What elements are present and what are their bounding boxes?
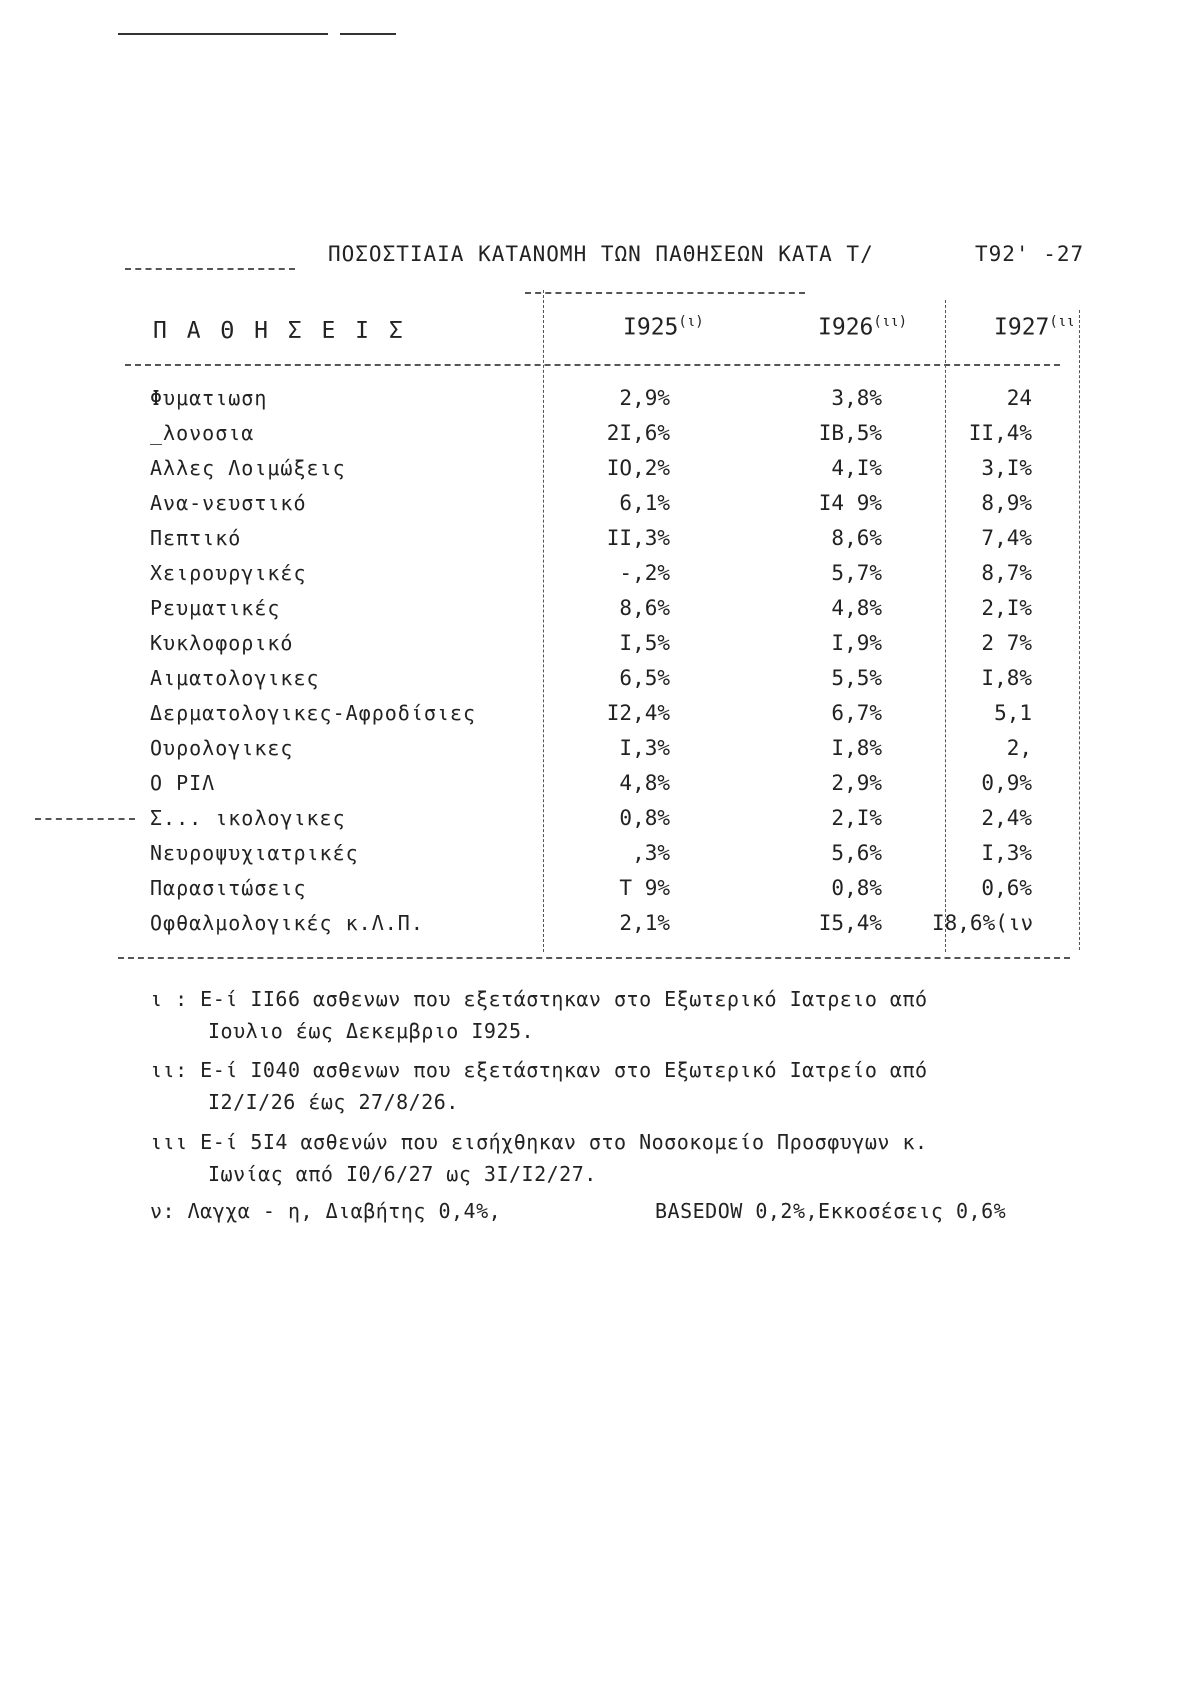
row-label: Δερματολογικες-Αφροδίσιες bbox=[150, 701, 477, 725]
header-year-1927-note: (ιι bbox=[1049, 314, 1075, 330]
cell-1927: 7,4% bbox=[981, 526, 1032, 550]
row-label: Πεπτικό bbox=[150, 526, 242, 550]
header-year-1926 bbox=[818, 314, 907, 341]
title-left-rule bbox=[125, 268, 295, 270]
header-conditions: Π Α Θ Η Σ Ε Ι Σ bbox=[153, 318, 406, 344]
cell-1926: 2,9% bbox=[831, 771, 882, 795]
row-label: Χειρουργικές bbox=[150, 561, 307, 585]
cell-1925: 2,1% bbox=[619, 911, 670, 935]
column-edge-right bbox=[1079, 310, 1080, 950]
cell-1926: 4,8% bbox=[831, 596, 882, 620]
row-label: Φυματιωση bbox=[150, 386, 268, 410]
top-rule-short bbox=[340, 33, 396, 35]
cell-1926: 2,Ι% bbox=[831, 806, 882, 830]
row-label: Νευροψυχιατρικές bbox=[150, 841, 359, 865]
cell-1925: 4,8% bbox=[619, 771, 670, 795]
cell-1925: Ι2,4% bbox=[606, 701, 670, 725]
cell-1925: 6,5% bbox=[619, 666, 670, 690]
cell-1926: Ι,9% bbox=[831, 631, 882, 655]
footnote-i: ι : Ε-ί ΙΙ66 ασθενων που εξετάστηκαν στο Εξωτερικό Ιατρειο από bbox=[150, 987, 928, 1011]
header-year-1926-note: (ιι) bbox=[873, 314, 908, 330]
cell-1927: 5,1 bbox=[994, 701, 1032, 725]
cell-1926: 4,Ι% bbox=[831, 456, 882, 480]
row-label: Ρευματικές bbox=[150, 596, 281, 620]
cell-1925: ΙΙ,3% bbox=[606, 526, 670, 550]
header-year-1927 bbox=[994, 314, 1075, 341]
cell-1927: Ι,3% bbox=[981, 841, 1032, 865]
cell-1926: 5,6% bbox=[831, 841, 882, 865]
column-divider-left bbox=[543, 290, 544, 952]
cell-1926: 0,8% bbox=[831, 876, 882, 900]
table-title: ΠΟΣΟΣΤΙΑΙΑ ΚΑΤΑΝΟΜΗ ΤΩΝ ΠΑΘΗΣΕΩΝ ΚΑΤΑ Τ/ bbox=[328, 242, 874, 266]
footnote-iii: ιιι Ε-ί 5Ι4 ασθενών που εισήχθηκαν στο Νοσοκομείο Προσφυγων κ. bbox=[150, 1130, 928, 1154]
row-label: Ανα-νευστικό bbox=[150, 491, 307, 515]
cell-1926: Ι,8% bbox=[831, 736, 882, 760]
footnote-i-cont: Ιουλιο έως Δεκεμβριο Ι925. bbox=[208, 1019, 535, 1043]
cell-1926: 5,7% bbox=[831, 561, 882, 585]
cell-1926: Ι4 9% bbox=[818, 491, 882, 515]
cell-1925: ,3% bbox=[632, 841, 670, 865]
cell-1925: 2Ι,6% bbox=[606, 421, 670, 445]
cell-1927: 8,9% bbox=[981, 491, 1032, 515]
cell-1927: 3,Ι% bbox=[981, 456, 1032, 480]
cell-1925: -,2% bbox=[619, 561, 670, 585]
footnote-ii-cont: Ι2/Ι/26 έως 27/8/26. bbox=[208, 1090, 459, 1114]
table-title-years: Τ92' -27 bbox=[975, 242, 1085, 266]
margin-dash-mark bbox=[35, 818, 135, 820]
cell-1927: 2,Ι% bbox=[981, 596, 1032, 620]
cell-1927: 0,6% bbox=[981, 876, 1032, 900]
cell-1927: 2, bbox=[1006, 736, 1032, 760]
cell-1927: Ι8,6%(ιν bbox=[932, 911, 1034, 935]
row-label: Αλλες Λοιμώξεις bbox=[150, 456, 346, 480]
cell-1926: Ι5,4% bbox=[818, 911, 882, 935]
cell-1927: 2,4% bbox=[981, 806, 1032, 830]
header-year-1925-note: (ι) bbox=[678, 314, 704, 330]
cell-1925: Ι,3% bbox=[619, 736, 670, 760]
footnote-iv-cont: BASEDOW 0,2%,Εκκοσέσεις 0,6% bbox=[655, 1199, 1007, 1223]
cell-1925: 8,6% bbox=[619, 596, 670, 620]
cell-1925: 0,8% bbox=[619, 806, 670, 830]
row-label: Κυκλοφορικό bbox=[150, 631, 294, 655]
cell-1925: 2,9% bbox=[619, 386, 670, 410]
cell-1926: 8,6% bbox=[831, 526, 882, 550]
top-rule-long bbox=[118, 33, 328, 35]
footnote-iii-cont: Ιωνίας από Ι0/6/27 ως 3Ι/Ι2/27. bbox=[208, 1162, 597, 1186]
footnote-ii: ιι: Ε-ί Ι040 ασθενων που εξετάστηκαν στο Εξωτερικό Ιατρείο από bbox=[150, 1058, 928, 1082]
cell-1927: ΙΙ,4% bbox=[968, 421, 1032, 445]
row-label: Παρασιτώσεις bbox=[150, 876, 307, 900]
row-label: Αιματολογικες bbox=[150, 666, 320, 690]
row-label: Ο ΡΙΛ bbox=[150, 771, 216, 795]
cell-1927: 2 7% bbox=[981, 631, 1032, 655]
cell-1925: 6,1% bbox=[619, 491, 670, 515]
cell-1927: 8,7% bbox=[981, 561, 1032, 585]
header-year-1925 bbox=[623, 314, 704, 341]
row-label: Ουρολογικες bbox=[150, 736, 294, 760]
table-bottom-rule bbox=[118, 957, 1070, 959]
cell-1927: 0,9% bbox=[981, 771, 1032, 795]
cell-1927: 24 bbox=[1006, 386, 1032, 410]
header-year-1927-text: Ι927 bbox=[994, 314, 1050, 341]
header-year-1925-text: Ι925 bbox=[623, 314, 679, 341]
header-bottom-rule bbox=[125, 364, 1060, 366]
cell-1925: Τ 9% bbox=[619, 876, 670, 900]
row-label: _λονοσια bbox=[150, 421, 255, 445]
cell-1926: 3,8% bbox=[831, 386, 882, 410]
footnote-iv: ν: Λαγχα - η, Διαβήτης 0,4%, bbox=[150, 1199, 502, 1223]
cell-1926: ΙΒ,5% bbox=[818, 421, 882, 445]
row-label: Οφθαλμολογικές κ.Λ.Π. bbox=[150, 911, 424, 935]
header-year-1926-text: Ι926 bbox=[818, 314, 874, 341]
cell-1925: ΙΟ,2% bbox=[606, 456, 670, 480]
row-label: Σ... ικολογικες bbox=[150, 806, 346, 830]
cell-1926: 5,5% bbox=[831, 666, 882, 690]
cell-1926: 6,7% bbox=[831, 701, 882, 725]
cell-1925: Ι,5% bbox=[619, 631, 670, 655]
cell-1927: Ι,8% bbox=[981, 666, 1032, 690]
header-top-rule bbox=[525, 292, 805, 294]
